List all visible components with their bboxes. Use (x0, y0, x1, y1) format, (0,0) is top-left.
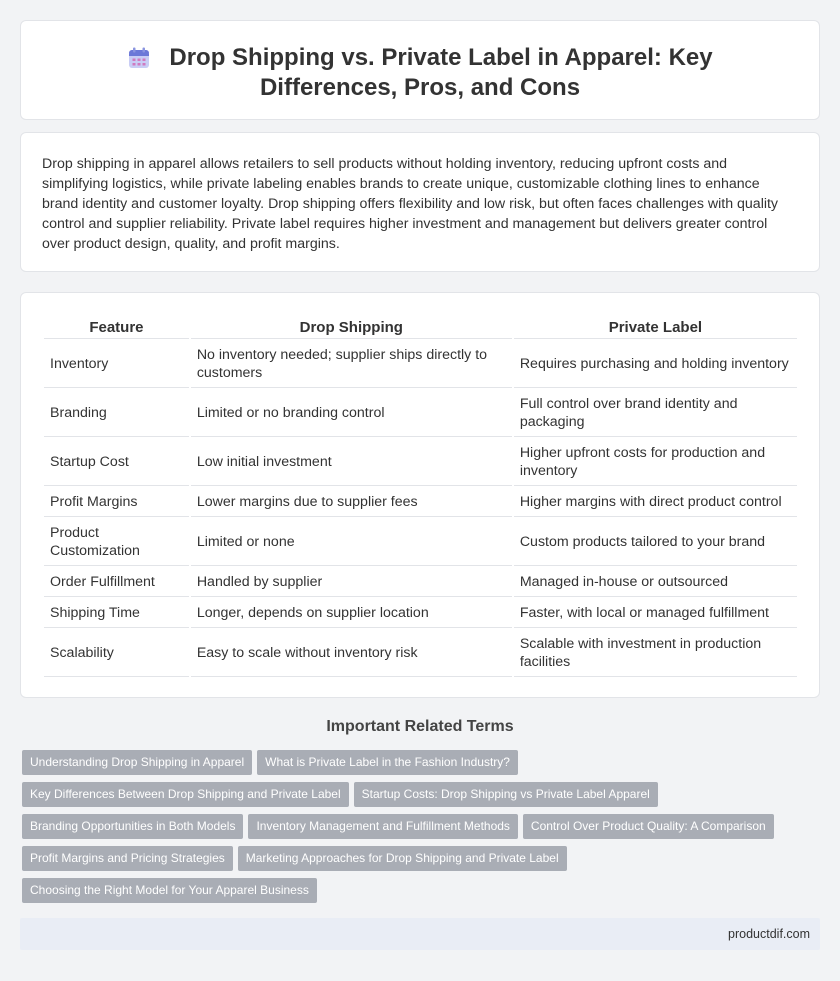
table-row (44, 519, 797, 566)
table-row (44, 599, 797, 628)
related-terms-list (22, 750, 812, 910)
related-terms-title: Important Related Terms (326, 718, 514, 735)
private-label-cell: Faster, with local or managed fulfillment (514, 599, 797, 628)
drop-shipping-cell: Longer, depends on supplier location (191, 599, 512, 628)
footer-site-link[interactable]: productdif.com (728, 927, 810, 941)
table-row (44, 488, 797, 517)
header-drop-shipping: Drop Shipping (191, 315, 512, 339)
table-row (44, 568, 797, 597)
private-label-cell: Requires purchasing and holding inventory (514, 341, 797, 388)
feature-cell: Order Fulfillment (44, 568, 189, 597)
private-label-cell: Higher margins with direct product control (514, 488, 797, 517)
page-title: Drop Shipping vs. Private Label in Apparel: Key Differences, Pros, and Cons (169, 44, 713, 101)
feature-cell: Scalability (44, 630, 189, 677)
title-wrap (21, 43, 819, 103)
calendar-icon (127, 46, 151, 70)
drop-shipping-cell: Limited or none (191, 519, 512, 566)
related-term-link[interactable]: Marketing Approaches for Drop Shipping and Private Label (238, 846, 567, 871)
drop-shipping-cell: Low initial investment (191, 439, 512, 486)
table-header-row (44, 315, 797, 339)
feature-cell: Product Customization (44, 519, 189, 566)
feature-cell: Profit Margins (44, 488, 189, 517)
related-term-link[interactable]: What is Private Label in the Fashion Industry? (257, 750, 518, 775)
related-term-link[interactable]: Inventory Management and Fulfillment Methods (248, 814, 517, 839)
related-term-link[interactable]: Choosing the Right Model for Your Apparel Business (22, 878, 317, 903)
header-feature: Feature (44, 315, 189, 339)
private-label-cell: Managed in-house or outsourced (514, 568, 797, 597)
private-label-cell: Full control over brand identity and packaging (514, 390, 797, 437)
drop-shipping-cell: Easy to scale without inventory risk (191, 630, 512, 677)
feature-cell: Startup Cost (44, 439, 189, 486)
related-term-link[interactable]: Startup Costs: Drop Shipping vs Private Label Apparel (354, 782, 658, 807)
intro-paragraph: Drop shipping in apparel allows retailers to sell products without holding inventory, reducing upfront costs and simplifying logistics, while private labeling enables brands to create unique, customizable clothing lines to enhance brand identity and customer loyalty. Drop shipping offers flexibility and low risk, but often faces challenges with quality control and supplier reliability. Private label requires higher investment and management but delivers greater control over product design, quality, and profit margins. (42, 156, 779, 252)
related-term-link[interactable]: Profit Margins and Pricing Strategies (22, 846, 233, 871)
header-private-label: Private Label (514, 315, 797, 339)
related-term-link[interactable]: Control Over Product Quality: A Comparison (523, 814, 774, 839)
feature-cell: Inventory (44, 341, 189, 388)
related-term-link[interactable]: Key Differences Between Drop Shipping and Private Label (22, 782, 349, 807)
drop-shipping-cell: No inventory needed; supplier ships directly to customers (191, 341, 512, 388)
drop-shipping-cell: Lower margins due to supplier fees (191, 488, 512, 517)
drop-shipping-cell: Handled by supplier (191, 568, 512, 597)
comparison-table (42, 313, 799, 679)
related-term-link[interactable]: Branding Opportunities in Both Models (22, 814, 243, 839)
table-row (44, 390, 797, 437)
comparison-card (20, 292, 820, 698)
table-row (44, 630, 797, 677)
private-label-cell: Higher upfront costs for production and inventory (514, 439, 797, 486)
feature-cell: Shipping Time (44, 599, 189, 628)
private-label-cell: Custom products tailored to your brand (514, 519, 797, 566)
intro-card (20, 132, 820, 272)
table-row (44, 341, 797, 388)
feature-cell: Branding (44, 390, 189, 437)
title-card (20, 20, 820, 120)
footer (20, 918, 820, 950)
private-label-cell: Scalable with investment in production facilities (514, 630, 797, 677)
drop-shipping-cell: Limited or no branding control (191, 390, 512, 437)
table-row (44, 439, 797, 486)
related-term-link[interactable]: Understanding Drop Shipping in Apparel (22, 750, 252, 775)
